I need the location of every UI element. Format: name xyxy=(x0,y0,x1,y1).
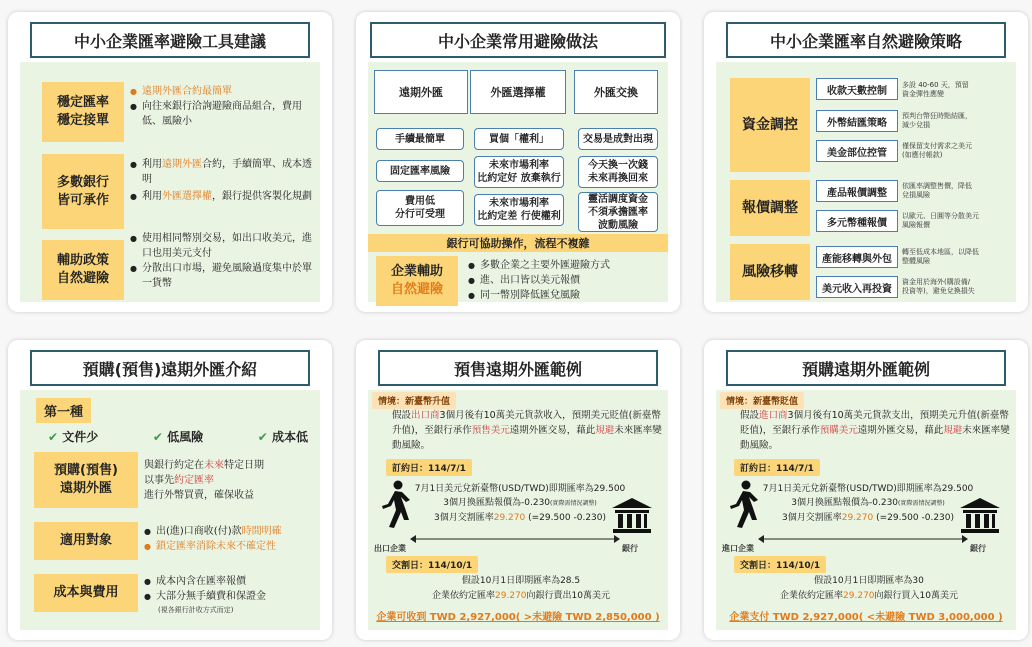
strategy-box: 產能移轉與外包 xyxy=(816,246,898,268)
settle-date-tag: 交割日：114/10/1 xyxy=(734,556,826,573)
bank-icon xyxy=(958,496,1002,536)
feature-box: 今天換一次錢 未來再換回來 xyxy=(578,156,658,188)
strategy-desc: 轉至低成本地區，以降低 整體風險 xyxy=(902,248,979,265)
feature-box: 交易是成對出現 xyxy=(578,128,658,150)
row-bullets: ● 遠期外匯合約最簡單 ● 向往來銀行洽詢避險商品組合，費用低、風險小 xyxy=(130,84,320,129)
check-icon: ✔ xyxy=(48,430,59,444)
panel-forward-sell-example xyxy=(356,340,680,640)
feature-box: 未來市場利率 比約定差 行使權利 xyxy=(474,194,564,226)
order-lines: 7月1日美元兌新臺幣(USD/TWD)即期匯率為29.500 3個月換匯點報價為-0.230(實際需情況調整) 3個月交割匯率29.270 (=29.500 -0.230) xyxy=(762,484,974,523)
panel-title: 中小企業匯率自然避險策略 xyxy=(726,22,1006,58)
check-icon: ✔ xyxy=(257,430,268,444)
scenario-tag: 情境：新臺幣升值 xyxy=(372,392,456,409)
feature-box: 靈活調度資金 不須承擔匯率 波動風險 xyxy=(578,192,658,232)
aux-bullets: ● 多數企業之主要外匯避險方式 ● 進、出口皆以美元報價 ● 同一幣別降低匯兌風險 xyxy=(468,258,668,303)
panel-natural-hedging xyxy=(704,12,1028,312)
col-header: 外匯交換 xyxy=(574,70,658,114)
col-header: 外匯選擇權 xyxy=(470,70,566,114)
order-lines: 7月1日美元兌新臺幣(USD/TWD)即期匯率為29.500 3個月換匯點報價為-0.230(實際需情況調整) 3個月交割匯率29.270 (=29.500 -0.230) xyxy=(414,484,626,523)
row-label: 預購(預售) 遠期外匯 xyxy=(34,452,138,508)
row-bullets: ● 利用遠期外匯合約，手續簡單、成本透明 ● 利用外匯選擇權，銀行提供客製化規劃 xyxy=(130,157,320,204)
left-label: 出口企業 xyxy=(374,544,406,553)
exchange-arrow xyxy=(410,534,620,544)
order-date-tag: 訂約日：114/7/1 xyxy=(734,459,820,476)
settle-lines: 假設10月1日即期匯率為30 企業依約定匯率29.270向銀行買入10萬美元 xyxy=(780,576,958,601)
panel-title: 預售遠期外匯範例 xyxy=(378,350,658,386)
check-icon: ✔ xyxy=(152,430,163,444)
banner: 銀行可協助操作，流程不複雜 xyxy=(368,234,668,252)
strategy-desc: 以歐元、日圓等分散美元 風險報價 xyxy=(902,212,979,229)
intro-text: 假設進口商3個月後有10萬美元貨款支出，預期美元升值(新臺幣貶值)，至銀行承作預購美元遠期外匯交易，藉此規避未來匯率變動風險。 xyxy=(740,410,1010,451)
walking-person-icon xyxy=(378,480,412,530)
feature-box: 費用低 分行可受理 xyxy=(376,190,464,226)
strategy-box: 多元幣種報價 xyxy=(816,210,898,232)
strategy-desc: 依匯率調整售價，降低 兌損風險 xyxy=(902,182,972,199)
aux-label: 企業輔助 自然避險 xyxy=(376,256,458,306)
panel-title: 預購遠期外匯範例 xyxy=(726,350,1006,386)
settle-date-tag: 交割日：114/10/1 xyxy=(386,556,478,573)
row-label: 穩定匯率 穩定接單 xyxy=(42,82,124,142)
row-text: 與銀行約定在未來特定日期 以事先約定匯率 進行外幣買賣，確保收益 xyxy=(144,460,264,501)
panel-forward-buy-example xyxy=(704,340,1028,640)
order-date-tag: 訂約日：114/7/1 xyxy=(386,459,472,476)
group-label: 風險移轉 xyxy=(730,244,810,300)
strategy-box: 產品報價調整 xyxy=(816,180,898,202)
panel-forward-intro xyxy=(8,340,332,640)
result-text: 企業支付 TWD 2,927,000( <未避險 TWD 3,000,000 ) xyxy=(729,612,1003,623)
panel-title: 中小企業匯率避險工具建議 xyxy=(30,22,310,58)
kind-label: 第一種 xyxy=(36,398,91,423)
row-bullets: ● 使用相同幣別交易，如出口收美元，進口也用美元支付 ● 分散出口市場，避免風險過度集中於單一貨幣 xyxy=(130,231,320,291)
col-header: 遠期外匯 xyxy=(374,70,468,114)
fee-note: (視各銀行計收方式而定) xyxy=(158,606,234,614)
strategy-box: 美元收入再投資 xyxy=(816,276,898,298)
feature-box: 未來市場利率 比約定好 放棄執行 xyxy=(474,156,564,188)
exchange-arrow xyxy=(758,534,968,544)
row-bullets: ● 成本內含在匯率報價 ● 大部分無手續費和保證金 xyxy=(144,574,328,604)
scenario-tag: 情境：新臺幣貶值 xyxy=(720,392,804,409)
settle-lines: 假設10月1日即期匯率為28.5 企業依約定匯率29.270向銀行賣出10萬美元 xyxy=(432,576,610,601)
panel-common-hedging xyxy=(356,12,680,312)
strategy-desc: 僅保留支付需求之美元 (如應付帳款) xyxy=(902,142,972,159)
feature-box: 買個「權利」 xyxy=(474,128,564,150)
row-label: 輔助政策 自然避險 xyxy=(42,240,124,300)
right-label: 銀行 xyxy=(970,544,986,553)
strategy-desc: 多設 40-60 天，預留 資金彈性應變 xyxy=(902,81,969,98)
intro-text: 假設出口商3個月後有10萬美元貨款收入，預期美元貶值(新臺幣升值)，至銀行承作預售美元遠期外匯交易，藉此規避未來匯率變動風險。 xyxy=(392,410,662,451)
strategy-desc: 資金用於海外(購設備/ 投資等)，避免兌換損失 xyxy=(902,278,975,295)
left-label: 進口企業 xyxy=(722,544,754,553)
bank-icon xyxy=(610,496,654,536)
row-label: 多數銀行 皆可承作 xyxy=(42,154,124,229)
right-label: 銀行 xyxy=(622,544,638,553)
strategy-desc: 預判台幣狂時點結匯， 減少兌損 xyxy=(902,112,972,129)
strategy-box: 美金部位控管 xyxy=(816,140,898,162)
panel-title: 預購(預售)遠期外匯介紹 xyxy=(30,350,310,386)
row-label: 適用對象 xyxy=(34,522,138,560)
panel-title: 中小企業常用避險做法 xyxy=(370,22,666,58)
group-label: 資金調控 xyxy=(730,78,810,172)
row-label: 成本與費用 xyxy=(34,574,138,612)
feature-box: 手續最簡單 xyxy=(376,128,464,150)
walking-person-icon xyxy=(726,480,760,530)
panel-hedging-tools xyxy=(8,12,332,312)
row-bullets: ● 出(進)口商收(付)款時間明確 ● 鎖定匯率消除未來不確定性 xyxy=(144,524,328,554)
feature-box: 固定匯率風險 xyxy=(376,160,464,182)
strategy-box: 收款天數控制 xyxy=(816,78,898,100)
result-text: 企業可收到 TWD 2,927,000( >未避險 TWD 2,850,000 ) xyxy=(376,612,660,623)
group-label: 報價調整 xyxy=(730,180,810,236)
check-row: ✔ 文件少 ✔ 低風險 ✔ 成本低 xyxy=(48,430,308,444)
strategy-box: 外幣結匯策略 xyxy=(816,110,898,132)
